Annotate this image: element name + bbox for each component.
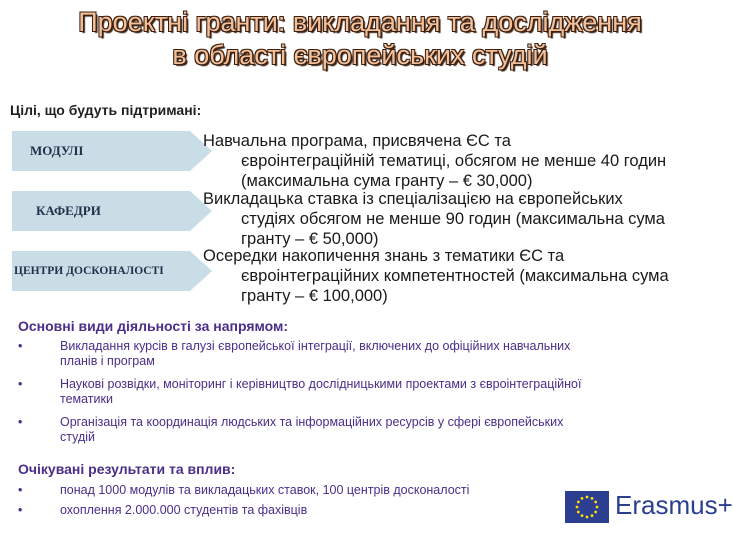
bullet: •: [18, 503, 23, 517]
results-heading: Очікувані результати та вплив:: [18, 461, 236, 477]
logo-text: Erasmus+: [615, 490, 733, 520]
eu-stars-icon: [565, 491, 609, 523]
goal-arrow-chairs: [12, 191, 212, 231]
eu-star: [581, 497, 584, 500]
goal-description-rest: євроінтеграційній тематиці, обсягом не менше 40 годин (максимальна сума гранту – € 30,000): [241, 152, 667, 190]
activities-heading: Основні види діяльності за напрямом:: [18, 318, 289, 334]
list-item: • понад 1000 модулів та викладацьких ставок, 100 центрів досконалості: [18, 483, 470, 497]
goal-description-chairs: [203, 189, 713, 249]
page-title: [0, 6, 720, 72]
bullet: •: [18, 415, 23, 429]
bullet: •: [18, 339, 23, 353]
bullet: •: [18, 483, 23, 497]
eu-star: [576, 506, 579, 509]
eu-star: [586, 516, 589, 519]
list-item: • Викладання курсів в галузі європейської інтеграції, включених до офіційних навчальних планів і програм: [18, 339, 571, 368]
goals-heading: Цілі, що будуть підтримані:: [10, 102, 202, 118]
erasmus-logo: [565, 487, 733, 529]
goal-description-rest: євроінтеграційних компетентностей (максимальна сума гранту – € 100,000): [241, 267, 669, 305]
eu-star: [577, 511, 580, 514]
eu-star: [594, 501, 597, 504]
eu-star: [594, 511, 597, 514]
goal-description-first-line: Навчальна програма, присвячена ЄС та: [203, 132, 511, 150]
eu-star: [596, 506, 599, 509]
eu-star: [591, 497, 594, 500]
goal-description-modules: [203, 131, 713, 191]
goal-label: КАФЕДРИ: [36, 203, 101, 218]
bullet: •: [18, 377, 23, 391]
title-line-1: Проектні гранти: викладання та дослідження: [78, 7, 642, 37]
goal-label: МОДУЛІ: [30, 143, 84, 158]
eu-flag-icon: [565, 491, 609, 523]
activities-list: [18, 339, 598, 453]
eu-star: [591, 514, 594, 517]
eu-star: [581, 514, 584, 517]
goal-label: ЦЕНТРИ ДОСКОНАЛОСТІ: [14, 265, 164, 277]
list-item: • Організація та координація людських та інформаційних ресурсів у сфері європейських студій: [18, 415, 564, 444]
goal-description-centres: [203, 246, 713, 306]
list-item: • охоплення 2.000.000 студентів та фахівців: [18, 503, 308, 517]
results-list: [18, 483, 558, 526]
goal-description-rest: студіях обсягом не менше 90 годин (максимальна сума гранту – € 50,000): [241, 210, 665, 248]
eu-star: [577, 501, 580, 504]
goal-description-first-line: Осередки накопичення знань з тематики ЄС та: [203, 247, 565, 265]
goal-description-first-line: Викладацька ставка із спеціалізацією на європейських: [203, 190, 623, 208]
eu-star: [586, 496, 589, 499]
list-item: • Наукові розвідки, моніторинг і керівництво дослідницькими проектами з євроінтеграційної тематики: [18, 377, 582, 406]
goal-arrow-centres: [12, 251, 212, 291]
title-line-2: в області європейських студій: [172, 40, 548, 70]
goal-arrow-modules: [12, 131, 212, 171]
